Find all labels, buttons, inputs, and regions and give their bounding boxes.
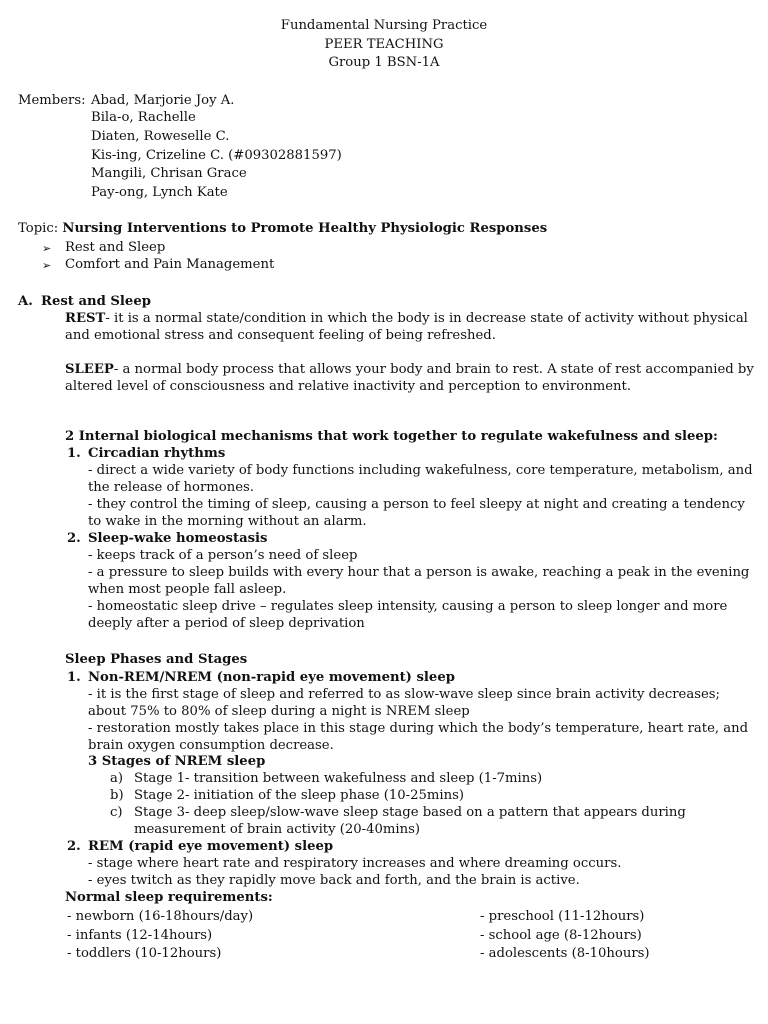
requirements-heading: Normal sleep requirements: <box>65 890 273 905</box>
topic-title: Nursing Interventions to Promote Healthy Physiologic Responses <box>62 221 548 236</box>
topic-line <box>18 220 547 237</box>
rem-point: - stage where heart rate and respiratory increases and where dreaming occurs. <box>88 856 622 871</box>
stage-letter: c) <box>110 805 123 820</box>
requirement-item: - school age (8-12hours) <box>480 928 642 943</box>
sleep-term: SLEEP <box>65 362 114 377</box>
nrem-title: Non-REM/NREM (non-rapid eye movement) sleep <box>88 670 455 685</box>
activity-title: PEER TEACHING <box>324 37 444 52</box>
rem-title: REM (rapid eye movement) sleep <box>88 839 334 854</box>
phases-heading: Sleep Phases and Stages <box>65 652 248 667</box>
homeostasis-point: - homeostatic sleep drive – regulates sleep intensity, causing a person to sleep longer and more deeply after a period of sleep deprivation <box>88 599 728 632</box>
section-letter: A. <box>18 294 33 309</box>
stage-letter: a) <box>110 771 124 786</box>
requirement-item: - newborn (16-18hours/day) <box>67 909 254 924</box>
list-number: 2. <box>67 839 81 854</box>
homeostasis-point: - a pressure to sleep builds with every hour that a person is awake, reaching a peak in the evening when most people fall asleep. <box>88 565 750 598</box>
rest-text: - it is a normal state/condition in which the body is in decrease state of activity without physical and emotional stress and consequent feeling of being refreshed. <box>65 311 748 344</box>
nrem-stage: Stage 1- transition between wakefulness and sleep (1-7mins) <box>134 771 543 786</box>
list-number: 2. <box>67 531 81 546</box>
list-number: 1. <box>67 446 81 461</box>
members-label: Members: <box>18 93 86 108</box>
subtopic-item: Comfort and Pain Management <box>65 257 275 272</box>
circadian-title: Circadian rhythms <box>88 446 226 461</box>
group-title: Group 1 BSN-1A <box>328 55 440 70</box>
rem-point: - eyes twitch as they rapidly move back and forth, and the brain is active. <box>88 873 580 888</box>
circadian-point: - direct a wide variety of body functions including wakefulness, core temperature, metabolism, and the release of hormones. <box>88 463 753 496</box>
mechanisms-heading: 2 Internal biological mechanisms that work together to regulate wakefulness and sleep: <box>65 429 718 444</box>
arrow-bullet-icon: ➢ <box>42 259 52 272</box>
member-name: Mangili, Chrisan Grace <box>91 166 247 181</box>
member-name: Diaten, Roweselle C. <box>91 129 230 144</box>
stage-letter: b) <box>110 788 124 803</box>
homeostasis-point: - keeps track of a person’s need of sleep <box>88 548 358 563</box>
nrem-point: - it is the first stage of sleep and referred to as slow-wave sleep since brain activity decreases; about 75% to 80% of sleep during a night is NREM sleep <box>88 687 720 720</box>
circadian-point: - they control the timing of sleep, causing a person to feel sleepy at night and creating a tendency to wake in the morning without an alarm. <box>88 497 745 530</box>
requirement-item: - preschool (11-12hours) <box>480 909 645 924</box>
rest-definition <box>65 310 755 344</box>
nrem-stage: Stage 2- initiation of the sleep phase (10-25mins) <box>134 788 465 803</box>
subtopic-item: Rest and Sleep <box>65 240 166 255</box>
nrem-stage: Stage 3- deep sleep/slow-wave sleep stage based on a pattern that appears during measurement of brain activity (20-40mins) <box>134 805 686 838</box>
homeostasis-title: Sleep-wake homeostasis <box>88 531 268 546</box>
sleep-text: - a normal body process that allows your body and brain to rest. A state of rest accompanied by altered level of consciousness and relative inactivity and perception to environment. <box>65 362 754 395</box>
course-title: Fundamental Nursing Practice <box>280 18 488 33</box>
member-name: Pay-ong, Lynch Kate <box>91 185 228 200</box>
member-name: Bila-o, Rachelle <box>91 110 196 125</box>
requirement-item: - toddlers (10-12hours) <box>67 946 222 961</box>
sleep-definition <box>65 361 755 395</box>
arrow-bullet-icon: ➢ <box>42 242 52 255</box>
nrem-stages-heading: 3 Stages of NREM sleep <box>88 754 266 769</box>
member-name: Kis-ing, Crizeline C. (#09302881597) <box>91 148 342 163</box>
section-heading: Rest and Sleep <box>41 294 151 309</box>
requirement-item: - adolescents (8-10hours) <box>480 946 650 961</box>
list-number: 1. <box>67 670 81 685</box>
rest-term: REST <box>65 311 106 326</box>
topic-label: Topic: <box>18 221 59 236</box>
requirement-item: - infants (12-14hours) <box>67 928 213 943</box>
member-name: Abad, Marjorie Joy A. <box>91 93 235 108</box>
nrem-point: - restoration mostly takes place in this stage during which the body’s temperature, heart rate, and brain oxygen consumption decrease. <box>88 721 749 754</box>
